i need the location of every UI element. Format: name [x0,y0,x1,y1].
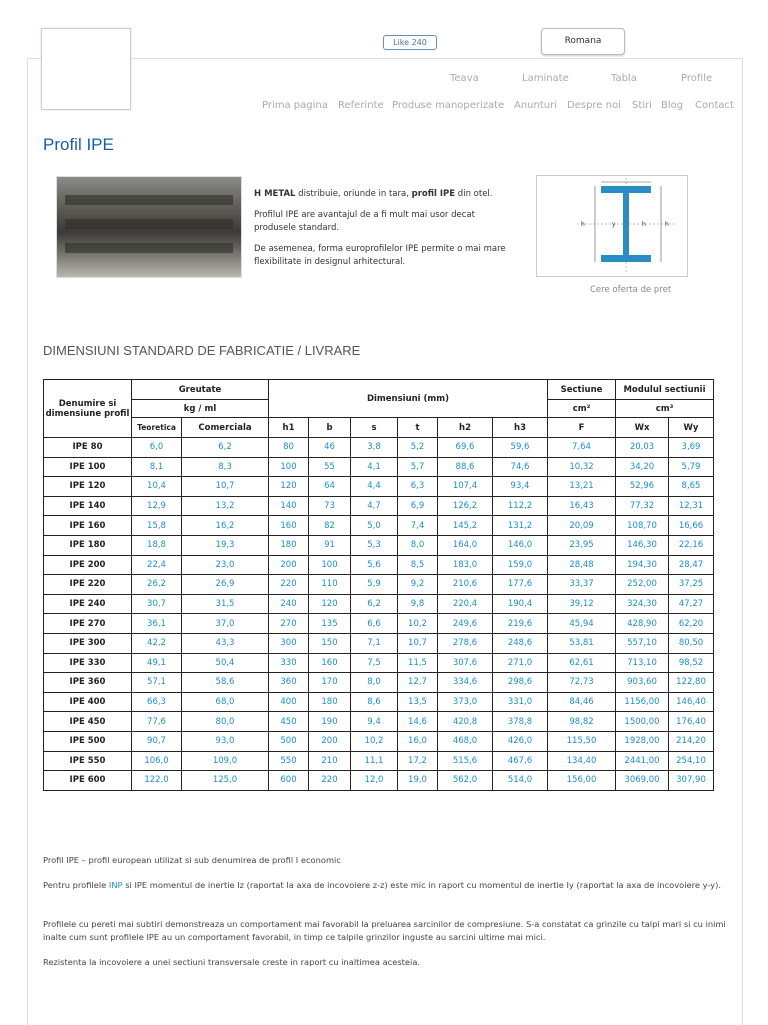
table-cell: 428,90 [616,614,669,634]
table-cell: 110 [309,575,351,595]
table-cell: 300 [269,633,309,653]
table-cell: 58,6 [182,673,269,693]
profile-name-cell: IPE 120 [44,477,132,497]
table-cell: 12,7 [398,673,438,693]
table-row [44,457,714,477]
like-button[interactable]: Like 240 [383,35,437,50]
table-cell: 170 [309,673,351,693]
table-cell: 80 [269,438,309,458]
table-cell: 146,30 [616,535,669,555]
table-cell: 34,20 [616,457,669,477]
table-cell: 252,00 [616,575,669,595]
table-cell: 10,7 [398,633,438,653]
table-cell: 5,7 [398,457,438,477]
inp-link[interactable]: INP [108,880,123,890]
nav-teava[interactable]: Teava [450,73,479,84]
brand-name: H METAL [254,189,296,199]
table-cell: 500 [269,731,309,751]
table-cell: 176,40 [669,712,714,732]
nav-prima-pagina[interactable]: Prima pagina [262,100,328,111]
nav-referinte[interactable]: Referinte [338,100,384,111]
table-cell: 93,4 [493,477,548,497]
table-cell: 8,6 [351,692,398,712]
header-weight-unit: kg / ml [132,400,269,418]
section-title: DIMENSIUNI STANDARD DE FABRICATIE / LIVRARE [43,343,361,358]
table-cell: 16,0 [398,731,438,751]
table-cell: 49,1 [132,653,182,673]
table-cell: 39,12 [548,594,616,614]
profile-name-cell: IPE 200 [44,555,132,575]
nav-laminate[interactable]: Laminate [522,73,569,84]
profile-name-cell: IPE 550 [44,751,132,771]
table-row [44,712,714,732]
svg-text:h: h [665,221,669,228]
table-cell: 16,66 [669,516,714,536]
table-cell: 6,3 [398,477,438,497]
table-cell: 514,0 [493,771,548,791]
table-cell: 330 [269,653,309,673]
table-cell: 33,37 [548,575,616,595]
table-row [44,751,714,771]
table-cell: 13,2 [182,496,269,516]
table-cell: 146,0 [493,535,548,555]
svg-text:h: h [642,221,646,228]
profile-name-cell: IPE 140 [44,496,132,516]
table-cell: 12,31 [669,496,714,516]
table-cell: 307,6 [438,653,493,673]
table-cell: 7,1 [351,633,398,653]
table-cell: 11,5 [398,653,438,673]
table-cell: 10,32 [548,457,616,477]
table-cell: 134,40 [548,751,616,771]
table-cell: 194,30 [616,555,669,575]
profile-name-cell: IPE 600 [44,771,132,791]
table-cell: 77,32 [616,496,669,516]
col-wy: Wy [669,418,714,438]
info-p1: Profil IPE – profil european utilizat si sub denumirea de profil I economic [43,855,341,865]
table-cell: 7,4 [398,516,438,536]
col-f: F [548,418,616,438]
ipe-profile-diagram [536,175,688,277]
table-cell: 219,6 [493,614,548,634]
table-row [44,614,714,634]
table-cell: 5,2 [398,438,438,458]
table-cell: 8,1 [132,457,182,477]
table-cell: 100 [269,457,309,477]
table-cell: 298,6 [493,673,548,693]
table-cell: 8,3 [182,457,269,477]
table-cell: 400 [269,692,309,712]
table-cell: 98,52 [669,653,714,673]
table-row [44,594,714,614]
table-cell: 5,0 [351,516,398,536]
table-cell: 6,0 [132,438,182,458]
header-section: Sectiune [548,380,616,400]
table-cell: 91 [309,535,351,555]
table-cell: 450 [269,712,309,732]
table-cell: 271,0 [493,653,548,673]
table-row [44,516,714,536]
info-p2: Pentru profilele INP si IPE momentul de inertie Iz (raportat la axa de incovoiere z-z) este mic in raport cu momentul de inertie Iy (raportat la axa de incovoiere y-y). [43,880,721,890]
table-cell: 135 [309,614,351,634]
table-cell: 145,2 [438,516,493,536]
table-cell: 200 [269,555,309,575]
table-cell: 9,2 [398,575,438,595]
table-cell: 7,64 [548,438,616,458]
table-cell: 20,03 [616,438,669,458]
table-row [44,555,714,575]
table-cell: 30,7 [132,594,182,614]
table-cell: 122,80 [669,673,714,693]
table-cell: 17,2 [398,751,438,771]
header-name: Denumire si dimensiune profil [44,380,132,438]
table-cell: 93,0 [182,731,269,751]
table-cell: 57,1 [132,673,182,693]
table-row [44,673,714,693]
table-cell: 190,4 [493,594,548,614]
table-cell: 420,8 [438,712,493,732]
table-cell: 180 [269,535,309,555]
table-cell: 23,95 [548,535,616,555]
table-cell: 5,9 [351,575,398,595]
profile-name-cell: IPE 240 [44,594,132,614]
table-cell: 164,0 [438,535,493,555]
table-cell: 557,10 [616,633,669,653]
header-modulus: Modulul sectiunii [616,380,714,400]
table-cell: 249,6 [438,614,493,634]
table-cell: 331,0 [493,692,548,712]
table-cell: 156,00 [548,771,616,791]
table-cell: 20,09 [548,516,616,536]
intro-p2: Profilul IPE are avantajul de a fi mult mai usor decat produsele standard. [254,210,475,233]
table-row [44,653,714,673]
nav-profile[interactable]: Profile [681,73,713,84]
table-cell: 26,9 [182,575,269,595]
table-cell: 183,0 [438,555,493,575]
table-cell: 220 [269,575,309,595]
table-cell: 31,5 [182,594,269,614]
price-offer-link[interactable]: Cere oferta de pret [590,285,672,295]
table-cell: 100 [309,555,351,575]
table-cell: 23,0 [182,555,269,575]
table-row [44,771,714,791]
header-modulus-unit: cm³ [616,400,714,418]
table-cell: 7,5 [351,653,398,673]
table-cell: 373,0 [438,692,493,712]
table-cell: 62,20 [669,614,714,634]
table-cell: 88,6 [438,457,493,477]
table-row [44,731,714,751]
table-cell: 53,81 [548,633,616,653]
nav-despre-noi[interactable]: Despre noi [567,100,621,111]
table-cell: 468,0 [438,731,493,751]
table-cell: 177,6 [493,575,548,595]
table-cell: 6,6 [351,614,398,634]
table-cell: 13,5 [398,692,438,712]
table-cell: 45,94 [548,614,616,634]
table-cell: 64 [309,477,351,497]
table-cell: 180 [309,692,351,712]
table-cell: 73 [309,496,351,516]
table-cell: 713,10 [616,653,669,673]
table-cell: 125,0 [182,771,269,791]
profile-name-cell: IPE 300 [44,633,132,653]
table-cell: 107,4 [438,477,493,497]
table-cell: 43,3 [182,633,269,653]
table-cell: 28,48 [548,555,616,575]
table-cell: 140 [269,496,309,516]
table-cell: 55 [309,457,351,477]
table-cell: 307,90 [669,771,714,791]
table-cell: 5,6 [351,555,398,575]
table-cell: 10,7 [182,477,269,497]
table-cell: 467,6 [493,751,548,771]
page-title: Profil IPE [43,135,114,154]
table-cell: 122,0 [132,771,182,791]
table-cell: 68,0 [182,692,269,712]
table-cell: 8,5 [398,555,438,575]
table-cell: 72,73 [548,673,616,693]
header-theoretical: Teoretica [132,418,182,438]
table-cell: 1928,00 [616,731,669,751]
nav-contact[interactable]: Contact [695,100,734,111]
product-photo [56,176,242,278]
table-row [44,496,714,516]
table-cell: 14,6 [398,712,438,732]
table-cell: 84,46 [548,692,616,712]
table-cell: 270 [269,614,309,634]
table-cell: 50,4 [182,653,269,673]
table-cell: 4,1 [351,457,398,477]
table-cell: 248,6 [493,633,548,653]
table-cell: 16,43 [548,496,616,516]
profile-name-cell: IPE 450 [44,712,132,732]
table-cell: 214,20 [669,731,714,751]
table-cell: 10,2 [351,731,398,751]
svg-text:y: y [612,221,616,228]
table-cell: 210 [309,751,351,771]
nav-stiri[interactable]: Stiri [632,100,652,111]
profile-name-cell: IPE 270 [44,614,132,634]
intro-text: H METAL distribuie, oriunde in tara, profil IPE din otel. Profilul IPE are avantajul de a fi mult mai usor decat produsele standard. De asemenea, forma europrofilelor IPE permite o mai mare flexibilitate in designul arhitectural. [254,188,514,277]
info-p3: Profilele cu pereti mai subtiri demonstreaza un comportament mai favorabil la preluarea sarcinilor de compresiune. S-a constatat ca grinzile cu talpi mari si cu inimi inalte cum sunt profilele IPE au un comportament favorabil, in timp ce talpile grinzilor inguste au sarcini ultime mai mici. [43,919,726,942]
table-cell: 220 [309,771,351,791]
table-cell: 426,0 [493,731,548,751]
col-b: b [309,418,351,438]
col-wx: Wx [616,418,669,438]
header-dimensions: Dimensiuni (mm) [269,380,548,418]
table-row [44,692,714,712]
table-cell: 19,0 [398,771,438,791]
table-cell: 8,0 [398,535,438,555]
info-p4: Rezistenta la incovoiere a unei sectiuni transversale creste in raport cu inaltimea acesteia. [43,957,421,967]
profile-name-cell: IPE 360 [44,673,132,693]
table-cell: 254,10 [669,751,714,771]
table-cell: 12,0 [351,771,398,791]
table-cell: 6,2 [351,594,398,614]
table-cell: 13,21 [548,477,616,497]
table-cell: 3,69 [669,438,714,458]
svg-text:h: h [581,221,585,228]
logo[interactable] [41,28,131,110]
table-cell: 98,82 [548,712,616,732]
table-cell: 6,2 [182,438,269,458]
profile-name-cell: IPE 180 [44,535,132,555]
table-cell: 120 [309,594,351,614]
nav-blog[interactable]: Blog [661,100,684,111]
header-section-unit: cm² [548,400,616,418]
intro-p3: De asemenea, forma europrofilelor IPE permite o mai mare flexibilitate in designul arhitectural. [254,244,506,267]
table-row [44,575,714,595]
table-cell: 5,79 [669,457,714,477]
table-cell: 37,25 [669,575,714,595]
table-cell: 11,1 [351,751,398,771]
table-cell: 52,96 [616,477,669,497]
table-cell: 10,2 [398,614,438,634]
table-cell: 240 [269,594,309,614]
table-cell: 4,4 [351,477,398,497]
table-cell: 37,0 [182,614,269,634]
table-cell: 80,0 [182,712,269,732]
table-cell: 150 [309,633,351,653]
table-cell: 1156,00 [616,692,669,712]
table-cell: 10,4 [132,477,182,497]
table-row [44,633,714,653]
table-cell: 210,6 [438,575,493,595]
table-cell: 334,6 [438,673,493,693]
table-cell: 1500,00 [616,712,669,732]
table-cell: 12,9 [132,496,182,516]
col-s: s [351,418,398,438]
table-cell: 378,8 [493,712,548,732]
nav-tabla[interactable]: Tabla [611,73,637,84]
table-cell: 47,27 [669,594,714,614]
table-cell: 22,16 [669,535,714,555]
header-commercial: Comerciala [182,418,269,438]
table-cell: 22,4 [132,555,182,575]
table-cell: 600 [269,771,309,791]
table-cell: 19,3 [182,535,269,555]
table-cell: 90,7 [132,731,182,751]
nav-produse[interactable]: Produse manoperizate [392,100,505,111]
profile-name-cell: IPE 330 [44,653,132,673]
table-cell: 80,50 [669,633,714,653]
table-cell: 220,4 [438,594,493,614]
table-cell: 106,0 [132,751,182,771]
table-cell: 160 [309,653,351,673]
profile-name-cell: IPE 220 [44,575,132,595]
table-cell: 59,6 [493,438,548,458]
col-t: t [398,418,438,438]
table-cell: 42,2 [132,633,182,653]
table-cell: 15,8 [132,516,182,536]
table-cell: 9,4 [351,712,398,732]
table-cell: 28,47 [669,555,714,575]
col-h2: h2 [438,418,493,438]
table-cell: 109,0 [182,751,269,771]
table-cell: 46 [309,438,351,458]
profile-name-cell: IPE 160 [44,516,132,536]
table-cell: 3,8 [351,438,398,458]
table-cell: 159,0 [493,555,548,575]
table-cell: 126,2 [438,496,493,516]
table-cell: 62,61 [548,653,616,673]
table-row [44,477,714,497]
table-cell: 550 [269,751,309,771]
table-cell: 69,6 [438,438,493,458]
table-cell: 5,3 [351,535,398,555]
header-weight: Greutate [132,380,269,400]
table-cell: 8,0 [351,673,398,693]
table-cell: 18,8 [132,535,182,555]
table-row [44,438,714,458]
table-cell: 6,9 [398,496,438,516]
table-cell: 115,50 [548,731,616,751]
table-cell: 26,2 [132,575,182,595]
table-cell: 66,3 [132,692,182,712]
table-cell: 77,6 [132,712,182,732]
table-cell: 16,2 [182,516,269,536]
profile-name-cell: IPE 500 [44,731,132,751]
table-cell: 360 [269,673,309,693]
table-cell: 131,2 [493,516,548,536]
nav-anunturi[interactable]: Anunturi [514,100,558,111]
table-cell: 82 [309,516,351,536]
col-h1: h1 [269,418,309,438]
table-cell: 9,8 [398,594,438,614]
table-cell: 515,6 [438,751,493,771]
table-cell: 160 [269,516,309,536]
table-cell: 4,7 [351,496,398,516]
table-cell: 2441,00 [616,751,669,771]
table-cell: 3069,00 [616,771,669,791]
table-row [44,535,714,555]
ipe-spec-table [43,379,714,791]
table-cell: 190 [309,712,351,732]
table-cell: 74,6 [493,457,548,477]
table-cell: 324,30 [616,594,669,614]
profile-name-cell: IPE 80 [44,438,132,458]
table-cell: 112,2 [493,496,548,516]
table-cell: 36,1 [132,614,182,634]
language-button[interactable]: Romana [541,28,625,55]
table-cell: 278,6 [438,633,493,653]
table-cell: 146,40 [669,692,714,712]
profile-name-cell: IPE 100 [44,457,132,477]
table-cell: 108,70 [616,516,669,536]
table-cell: 120 [269,477,309,497]
table-cell: 200 [309,731,351,751]
table-cell: 562,0 [438,771,493,791]
table-cell: 8,65 [669,477,714,497]
profile-name-cell: IPE 400 [44,692,132,712]
table-cell: 903,60 [616,673,669,693]
col-h3: h3 [493,418,548,438]
